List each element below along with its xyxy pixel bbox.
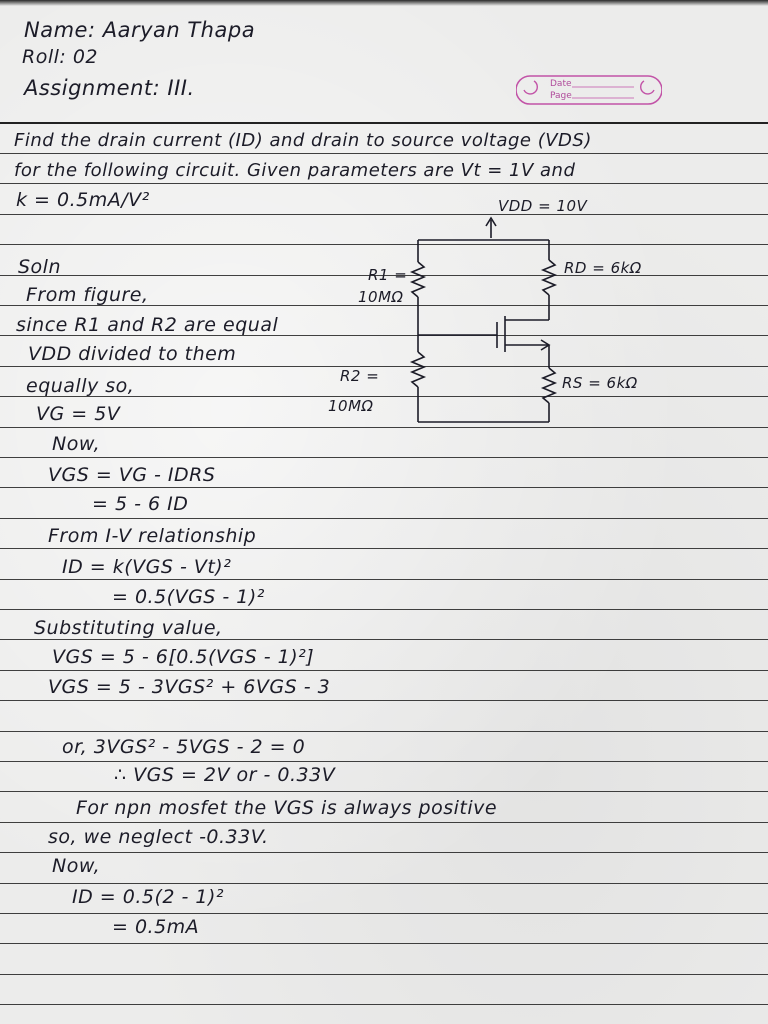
roll-number: Roll: 02 bbox=[22, 46, 99, 68]
solution-line: ID = k(VGS - Vt)² bbox=[62, 556, 232, 578]
solution-line: For npn mosfet the VGS is always positive bbox=[76, 797, 498, 819]
rd-resistor-icon bbox=[543, 260, 555, 295]
solution-line: Now, bbox=[52, 855, 101, 877]
solution-line: From I-V relationship bbox=[48, 525, 257, 547]
solution-line: ID = 0.5(2 - 1)² bbox=[72, 886, 225, 908]
solution-line: = 5 - 6 ID bbox=[92, 493, 189, 515]
question-line-2: for the following circuit. Given parameters are Vt = 1V and bbox=[14, 160, 576, 181]
r2-label: R2 = bbox=[340, 367, 380, 385]
question-line-3: k = 0.5mA/V² bbox=[16, 189, 150, 211]
solution-line: Substituting value, bbox=[34, 617, 223, 639]
r1-label: R1 = bbox=[368, 266, 408, 284]
rs-label: RS = 6kΩ bbox=[562, 374, 638, 392]
solution-heading: Soln bbox=[18, 256, 62, 278]
solution-line: or, 3VGS² - 5VGS - 2 = 0 bbox=[62, 736, 306, 758]
final-answer: = 0.5mA bbox=[112, 916, 200, 938]
solution-line: Now, bbox=[52, 433, 101, 455]
r2-resistor-icon bbox=[412, 352, 424, 387]
assignment-number: Assignment: III. bbox=[24, 76, 195, 100]
vdd-label: VDD = 10V bbox=[498, 197, 588, 215]
r2-value: 10MΩ bbox=[328, 397, 374, 415]
r1-value: 10MΩ bbox=[358, 288, 404, 306]
solution-line: VGS = VG - IDRS bbox=[48, 464, 216, 486]
rd-label: RD = 6kΩ bbox=[564, 259, 642, 277]
rs-resistor-icon bbox=[543, 368, 555, 403]
solution-line: VGS = 5 - 3VGS² + 6VGS - 3 bbox=[48, 676, 331, 698]
stamp-date-label: Date bbox=[550, 79, 572, 89]
solution-line: ∴ VGS = 2V or - 0.33V bbox=[114, 764, 336, 786]
solution-line: From figure, bbox=[26, 284, 149, 306]
solution-line: since R1 and R2 are equal bbox=[16, 314, 279, 336]
question-line-1: Find the drain current (ID) and drain to source voltage (VDS) bbox=[14, 130, 592, 151]
solution-line: equally so, bbox=[26, 375, 135, 397]
solution-line: so, we neglect -0.33V. bbox=[48, 826, 269, 848]
solution-line: = 0.5(VGS - 1)² bbox=[112, 586, 265, 608]
solution-line: VG = 5V bbox=[36, 403, 121, 425]
stamp-page-label: Page bbox=[550, 91, 572, 101]
r1-resistor-icon bbox=[412, 262, 424, 297]
solution-line: VGS = 5 - 6[0.5(VGS - 1)²] bbox=[52, 646, 315, 668]
student-name: Name: Aaryan Thapa bbox=[24, 18, 256, 42]
solution-line: VDD divided to them bbox=[28, 343, 237, 365]
